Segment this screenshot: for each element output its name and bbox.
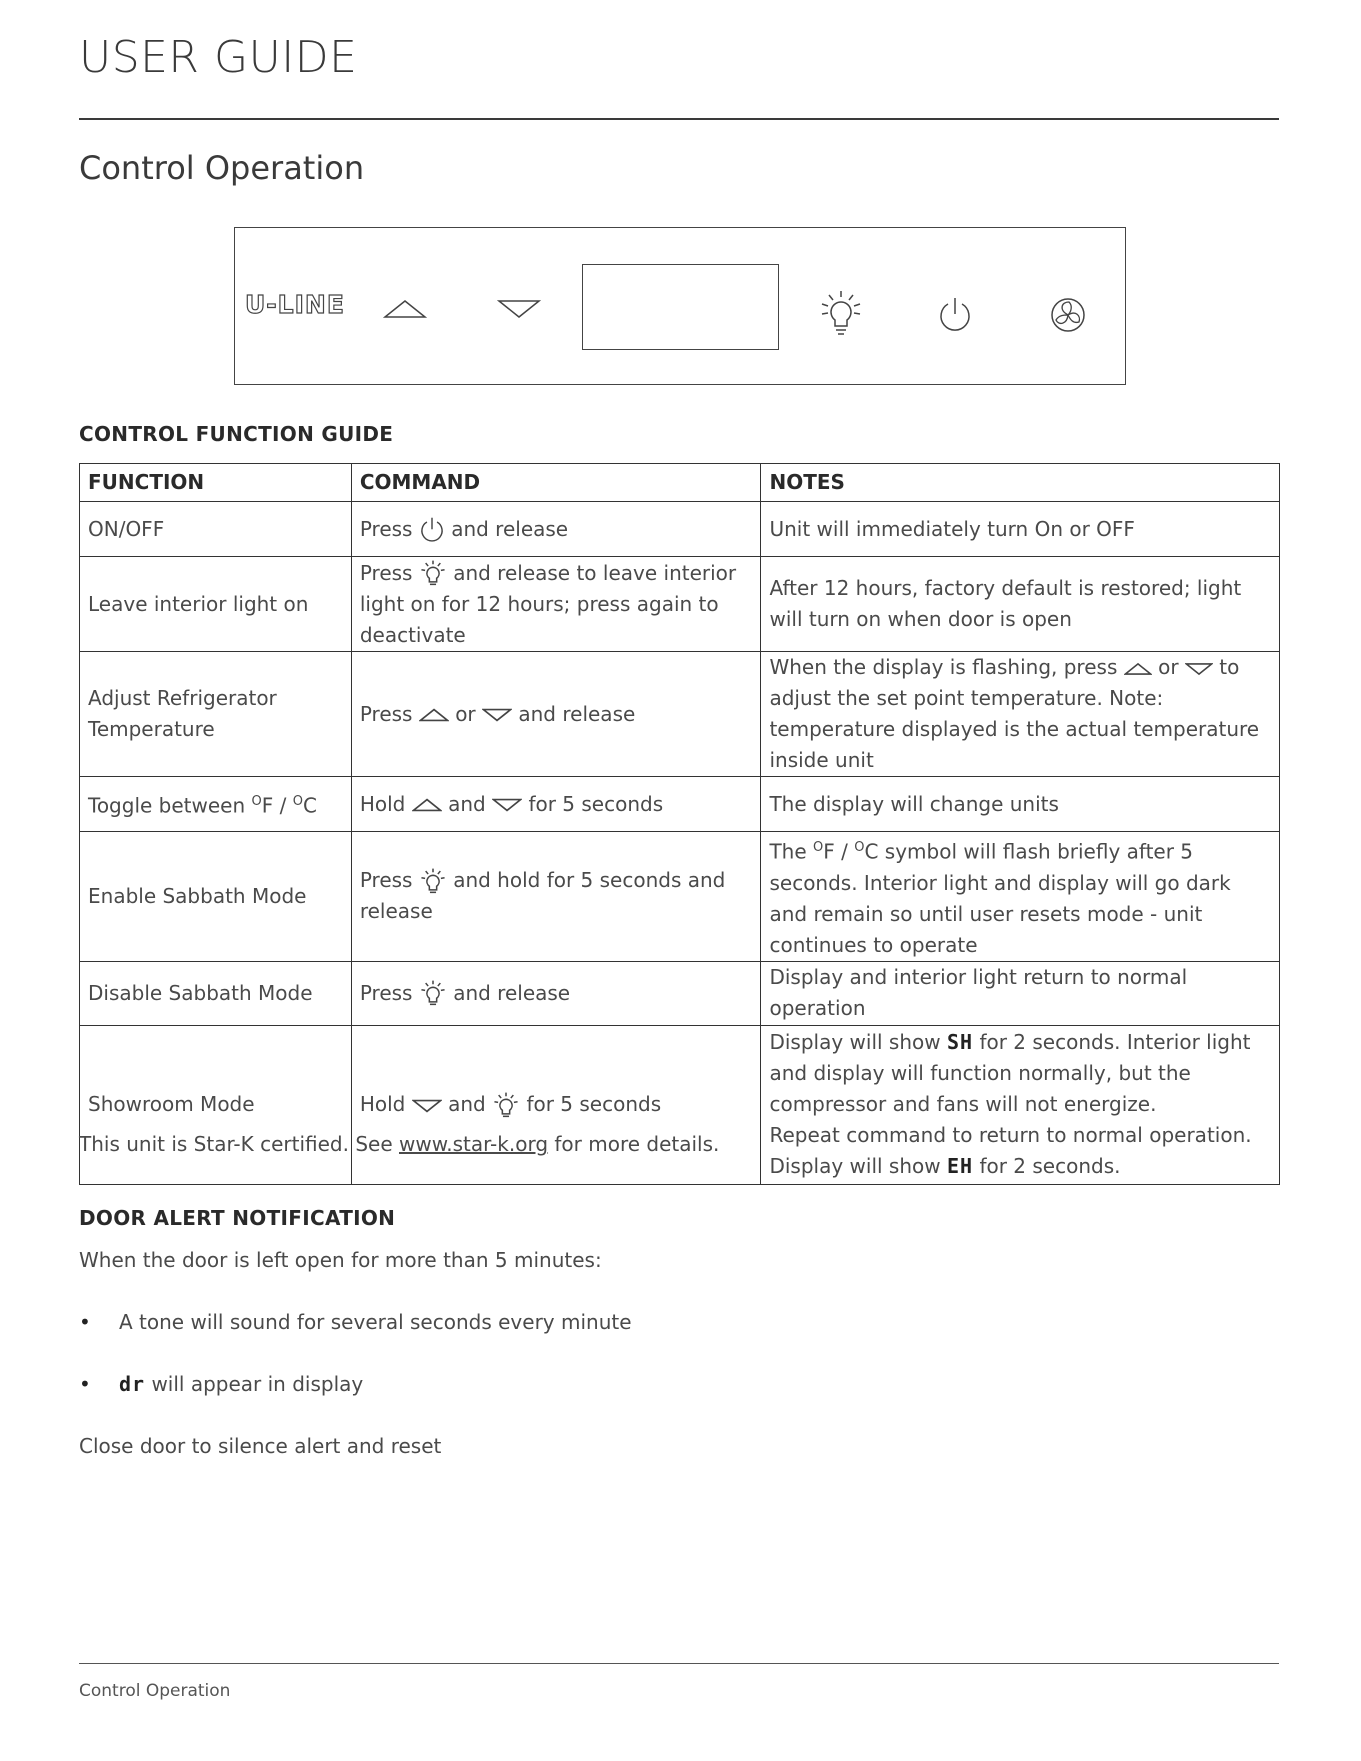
notes-text: Display will show (769, 1154, 941, 1179)
footer-divider (79, 1663, 1279, 1664)
control-function-table (79, 463, 1280, 1185)
table-row (80, 502, 1280, 557)
control-guide-heading: CONTROL FUNCTION GUIDE (79, 422, 394, 446)
command-text: for 5 seconds (528, 791, 664, 816)
certification-text: This unit is Star-K certified. See (79, 1132, 393, 1156)
display-code-eh: EH (946, 1154, 974, 1179)
table-row (80, 1025, 1280, 1184)
list-item (79, 1310, 632, 1334)
command-text: and (448, 1092, 486, 1117)
display-code-sh: SH (946, 1030, 974, 1055)
command-cell (351, 652, 761, 777)
degree-superscript: O (292, 794, 303, 810)
notes-text: or (1158, 655, 1179, 679)
function-text: C (302, 793, 317, 818)
command-cell (351, 832, 761, 962)
command-cell (351, 777, 761, 832)
notes-text: for 2 seconds. (979, 1154, 1121, 1179)
footer-text: Control Operation (79, 1681, 231, 1701)
notes-text: to adjust the set point temperature. Note: temperature displayed is the actual temperature inside unit (769, 655, 1260, 772)
notes-cell: After 12 hours, factory default is restored; light will turn on when door is open (761, 557, 1280, 652)
function-cell (80, 777, 352, 832)
notes-text: for 2 seconds. Interior light and display will function normally, but the compressor and fans will not energize. (769, 1030, 1251, 1117)
notes-text: C symbol will flash briefly after 5 seconds. Interior light and display will go dark and remain so until user resets mode - unit continues to operate (769, 839, 1231, 957)
notes-text: F / (823, 839, 855, 864)
column-header-command: COMMAND (351, 464, 761, 502)
column-header-function: FUNCTION (80, 464, 352, 502)
bullet-icon: • (79, 1310, 91, 1334)
command-text: or (455, 701, 476, 726)
command-text: Hold (359, 1092, 406, 1117)
command-text: Press (359, 560, 413, 585)
function-cell: ON/OFF (80, 502, 352, 557)
function-cell: Enable Sabbath Mode (80, 832, 352, 962)
door-alert-closing: Close door to silence alert and reset (79, 1434, 442, 1458)
command-text: Press (359, 868, 413, 893)
command-text: and release (453, 980, 571, 1005)
notes-cell: Unit will immediately turn On or OFF (761, 502, 1280, 557)
command-text: and hold for 5 seconds and release (359, 868, 726, 924)
notes-cell (761, 832, 1280, 962)
notes-text: The (769, 839, 807, 864)
degree-superscript: O (813, 840, 824, 855)
function-text: Toggle between (88, 793, 246, 818)
down-arrow-icon (482, 708, 512, 722)
bullet-text: will appear in display (151, 1372, 364, 1396)
function-cell: Adjust Refrigerator Temperature (80, 652, 352, 777)
display-window (582, 264, 779, 350)
door-alert-heading: DOOR ALERT NOTIFICATION (79, 1206, 396, 1230)
notes-text: Repeat command to return to normal operation. (769, 1123, 1252, 1148)
function-cell: Leave interior light on (80, 557, 352, 652)
function-cell: Disable Sabbath Mode (80, 961, 352, 1025)
command-text: Press (359, 516, 413, 541)
command-cell (351, 557, 761, 652)
down-arrow-icon (492, 798, 522, 812)
list-item (79, 1372, 363, 1396)
command-text: and release (451, 516, 569, 541)
light-icon (492, 1092, 520, 1120)
control-panel-diagram (234, 227, 1126, 385)
table-header-row (80, 464, 1280, 502)
table-row (80, 652, 1280, 777)
power-icon (419, 516, 445, 544)
up-arrow-icon (412, 798, 442, 812)
down-arrow-icon (1185, 662, 1213, 676)
star-k-link[interactable]: www.star-k.org (399, 1132, 549, 1156)
notes-text: Display will show (769, 1030, 941, 1055)
command-text: Press (359, 980, 413, 1005)
notes-cell: Display and interior light return to normal operation (761, 961, 1280, 1025)
up-arrow-icon (1124, 662, 1152, 676)
bullet-icon: • (79, 1372, 91, 1396)
notes-cell (761, 652, 1280, 777)
command-text: and release to leave interior light on for 12 hours; press again to deactivate (359, 560, 737, 647)
up-arrow-icon (419, 708, 449, 722)
section-title: Control Operation (79, 149, 365, 187)
command-cell (351, 961, 761, 1025)
light-icon (819, 290, 863, 340)
light-icon (419, 868, 447, 896)
light-icon (419, 980, 447, 1008)
display-code-dr: dr (119, 1372, 146, 1396)
bullet-text: A tone will sound for several seconds every minute (119, 1310, 632, 1334)
certification-text: for more details. (554, 1132, 720, 1156)
down-arrow-icon (497, 299, 541, 323)
header-divider (79, 118, 1279, 120)
command-cell (351, 1025, 761, 1184)
up-arrow-icon (383, 299, 427, 323)
down-arrow-icon (412, 1099, 442, 1113)
notes-text: When the display is flashing, press (769, 655, 1118, 679)
degree-superscript: O (251, 794, 262, 810)
notes-cell (761, 1025, 1280, 1184)
command-text: and (448, 791, 486, 816)
command-text: and release (518, 701, 636, 726)
command-text: for 5 seconds (526, 1092, 662, 1117)
fan-icon (1049, 296, 1087, 338)
function-cell: Showroom Mode (80, 1025, 352, 1184)
command-text: Hold (359, 791, 406, 816)
notes-cell: The display will change units (761, 777, 1280, 832)
document-title: USER GUIDE (79, 32, 358, 83)
table-row (80, 557, 1280, 652)
command-text: Press (359, 701, 413, 726)
table-row (80, 777, 1280, 832)
u-line-logo: U-LINE (245, 290, 345, 319)
door-alert-intro: When the door is left open for more than 5 minutes: (79, 1248, 602, 1272)
command-cell (351, 502, 761, 557)
light-icon (419, 560, 447, 588)
table-row (80, 832, 1280, 962)
table-row (80, 961, 1280, 1025)
function-text: F / (261, 793, 293, 818)
degree-superscript: O (854, 840, 865, 855)
certification-note (79, 1132, 719, 1156)
column-header-notes: NOTES (761, 464, 1280, 502)
power-icon (937, 296, 973, 338)
